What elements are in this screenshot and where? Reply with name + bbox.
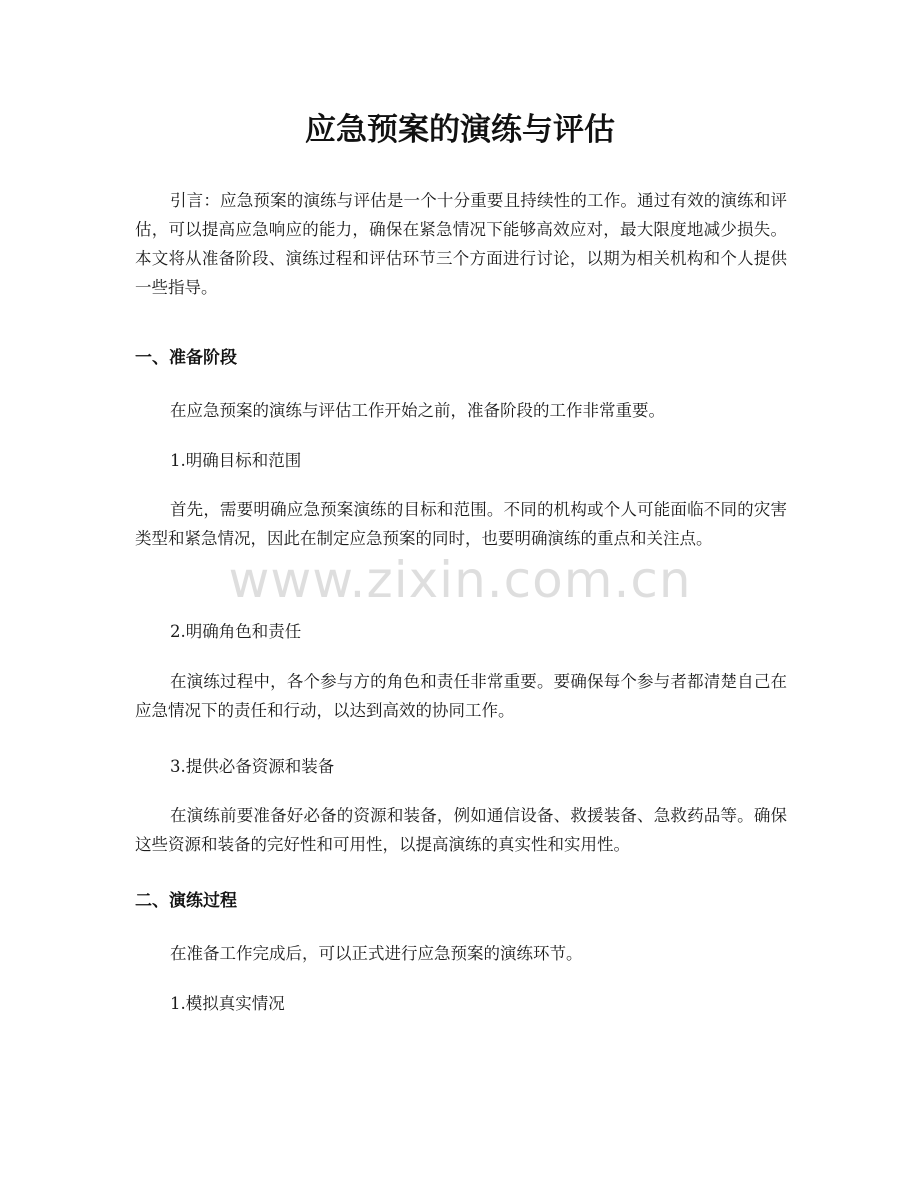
section-heading-exercise: 二、演练过程	[135, 891, 237, 911]
subsection-title-roles: 2.明确角色和责任	[170, 622, 302, 641]
subsection-text-goals: 首先，需要明确应急预案演练的目标和范围。不同的机构或个人可能面临不同的灾害类型和紧急情况，因此在制定应急预案的同时，也要明确演练的重点和关注点。	[135, 500, 787, 548]
subsection-title-simulation: 1.模拟真实情况	[170, 994, 285, 1013]
subsection-text-roles: 在演练过程中，各个参与方的角色和责任非常重要。要确保每个参与者都清楚自己在应急情况下的责任和行动，以达到高效的协同工作。	[135, 672, 787, 720]
intro-paragraph: 引言：应急预案的演练与评估是一个十分重要且持续性的工作。通过有效的演练和评估，可以提高应急响应的能力，确保在紧急情况下能够高效应对，最大限度地减少损失。本文将从准备阶段、演练过程和评估环节三个方面进行讨论，以期为相关机构和个人提供一些指导。	[135, 191, 787, 297]
section-lead-preparation: 在应急预案的演练与评估工作开始之前，准备阶段的工作非常重要。	[170, 401, 665, 420]
watermark-text: www.zixin.com.cn	[228, 551, 692, 609]
subsection-title-goals: 1.明确目标和范围	[170, 451, 302, 470]
section-heading-preparation: 一、准备阶段	[135, 348, 237, 368]
subsection-text-resources: 在演练前要准备好必备的资源和装备，例如通信设备、救援装备、急救药品等。确保这些资源和装备的完好性和可用性，以提高演练的真实性和实用性。	[135, 806, 787, 854]
document-title: 应急预案的演练与评估	[305, 112, 615, 148]
section-lead-exercise: 在准备工作完成后，可以正式进行应急预案的演练环节。	[170, 944, 583, 963]
subsection-title-resources: 3.提供必备资源和装备	[170, 757, 335, 776]
